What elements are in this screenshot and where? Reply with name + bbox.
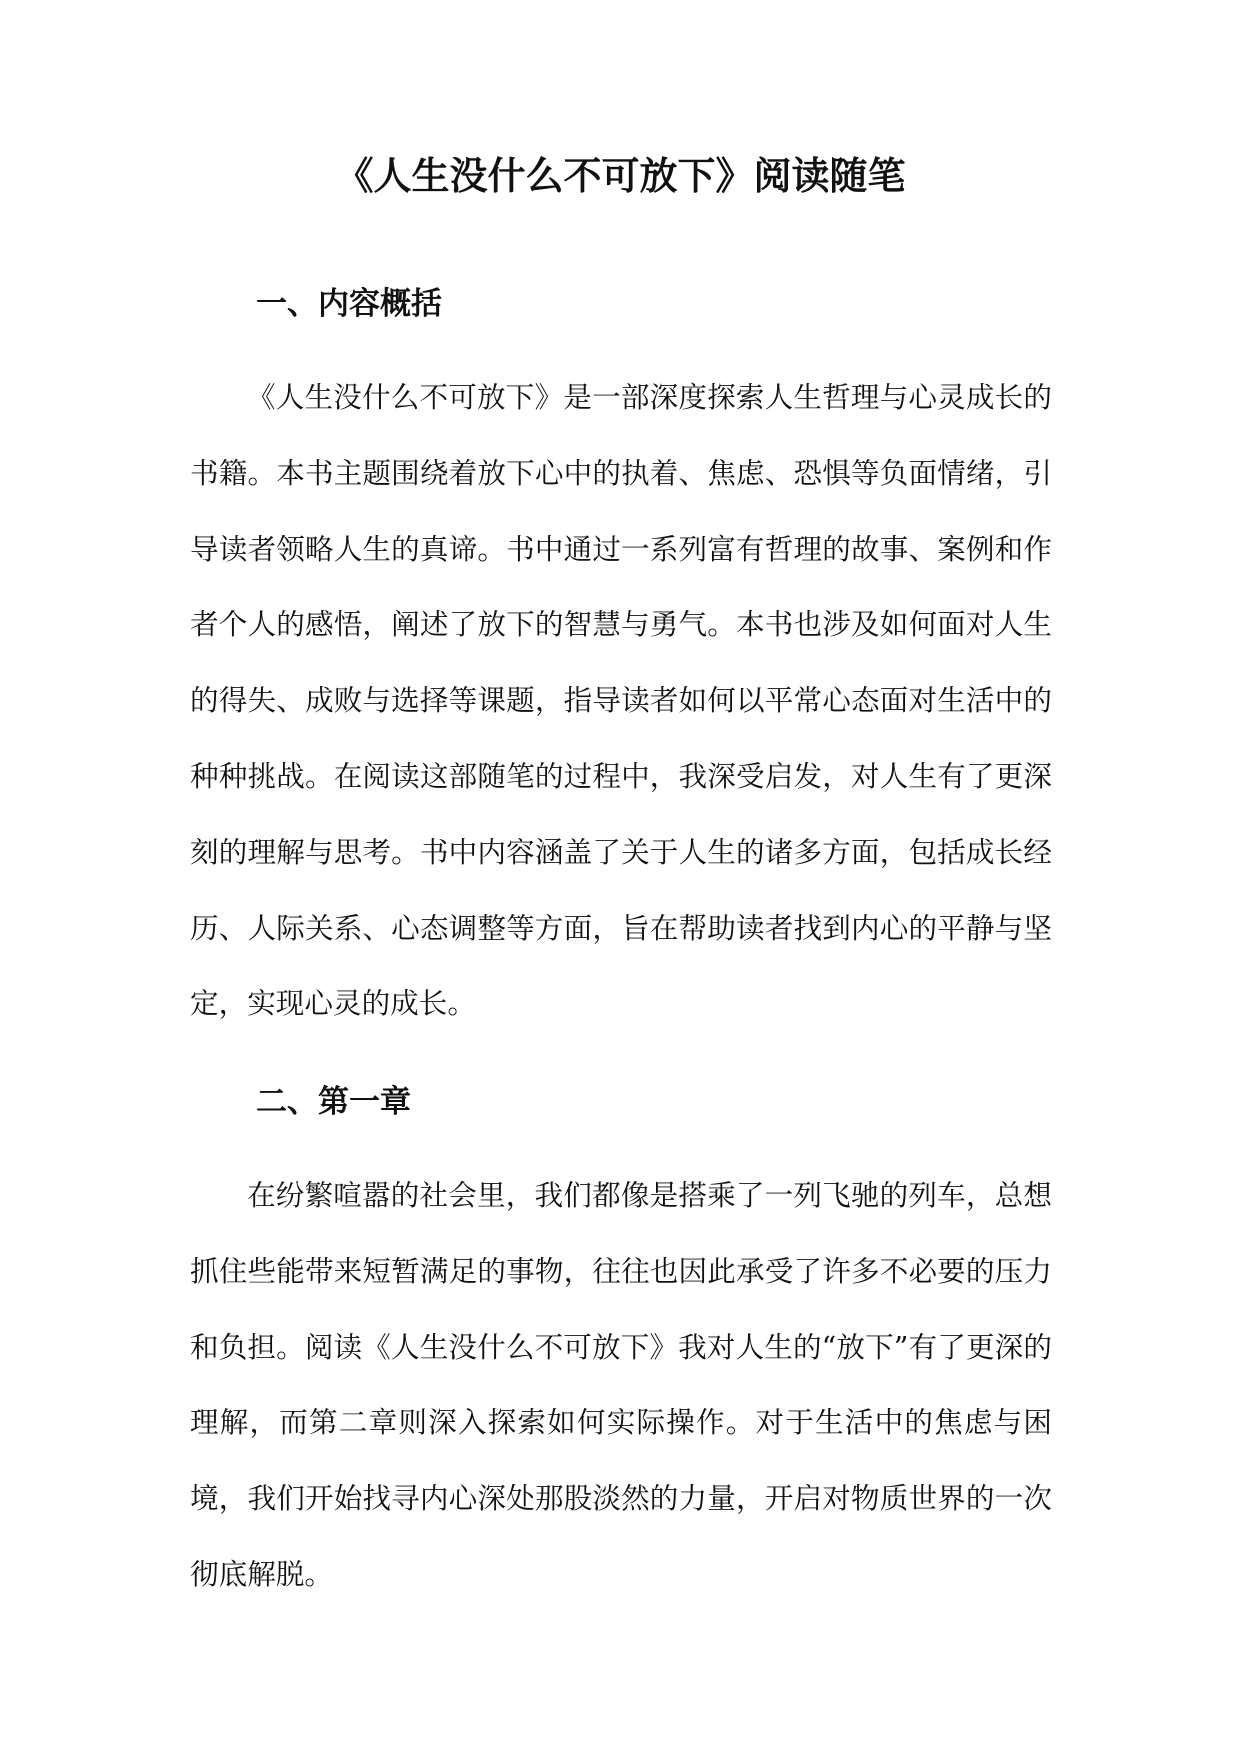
section-heading-chapter-one: 二、第一章: [256, 1084, 411, 1120]
section-paragraph-summary: 《人生没什么不可放下》是一部深度探索人生哲理与心灵成长的书籍。本书主题围绕着放下心中的执着、焦虑、恐惧等负面情绪，引导读者领略人生的真谛。书中通过一系列富有哲理的故事、案例和作者个人的感悟，阐述了放下的智慧与勇气。本书也涉及如何面对人生的得失、成败与选择等课题，指导读者如何以平常心态面对生活中的种种挑战。在阅读这部随笔的过程中，我深受启发，对人生有了更深刻的理解与思考。书中内容涵盖了关于人生的诸多方面，包括成长经历、人际关系、心态调整等方面，旨在帮助读者找到内心的平静与坚定，实现心灵的成长。: [190, 380, 1052, 1021]
document-title: 《人生没什么不可放下》阅读随笔: [335, 153, 906, 198]
section-heading-summary: 一、内容概括: [256, 286, 442, 322]
section-paragraph-chapter-one: 在纷繁喧嚣的社会里，我们都像是搭乘了一列飞驰的列车，总想抓住些能带来短暂满足的事物，往往也因此承受了许多不必要的压力和负担。阅读《人生没什么不可放下》我对人生的“放下”有了更深的理解，而第二章则深入探索如何实际操作。对于生活中的焦虑与困境，我们开始找寻内心深处那股淡然的力量，开启对物质世界的一次彻底解脱。: [190, 1178, 1052, 1591]
